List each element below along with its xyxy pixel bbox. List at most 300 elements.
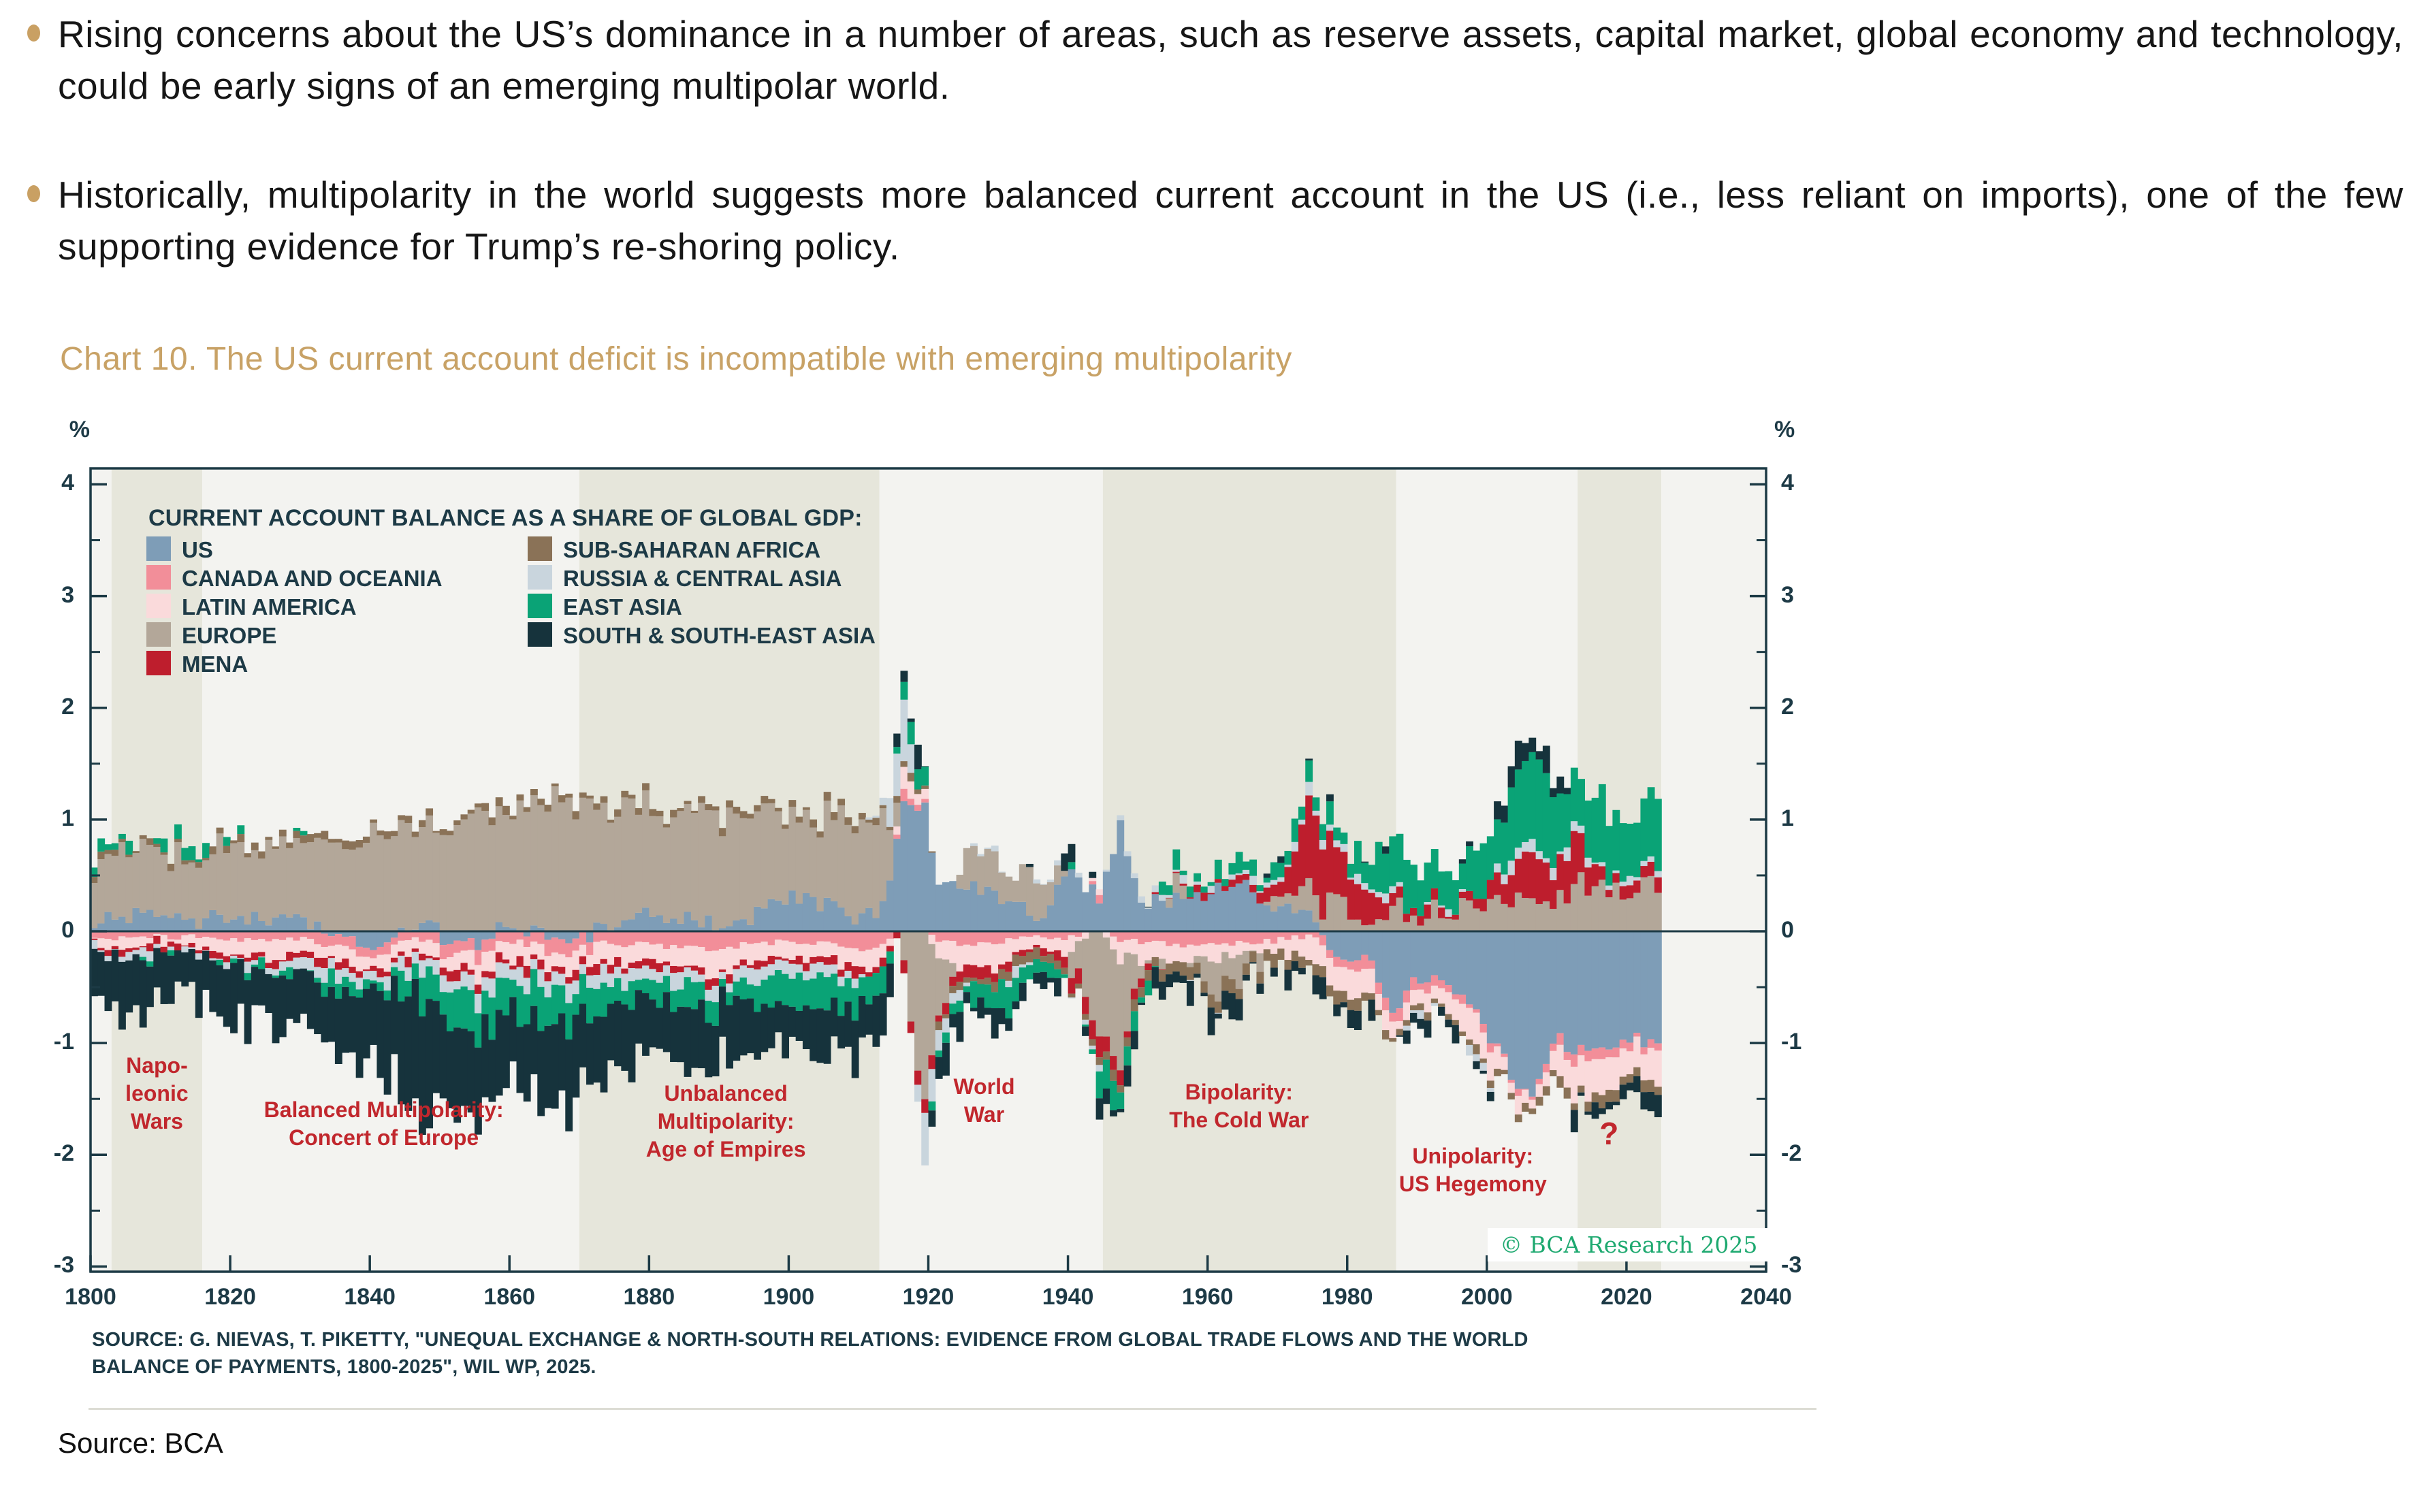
bar-segment (1249, 950, 1257, 951)
bar-segment (601, 924, 608, 931)
bar-segment (1592, 863, 1599, 864)
bar-segment (279, 961, 287, 970)
bar-segment (286, 979, 293, 1018)
bar-segment (1431, 1003, 1439, 1006)
bar-segment (1124, 1031, 1132, 1038)
bar-segment (1292, 951, 1299, 961)
bar-segment (1648, 1048, 1655, 1080)
bar-segment (1543, 773, 1550, 858)
bar-segment (524, 807, 531, 812)
bar-segment (1012, 881, 1020, 902)
bar-segment (328, 839, 336, 843)
bar-segment (1256, 944, 1264, 953)
bar-segment (1256, 972, 1264, 984)
bar-segment (747, 965, 754, 968)
bar-segment (893, 734, 901, 747)
bar-segment (404, 997, 412, 1111)
bar-segment (140, 835, 147, 839)
bar-segment (1459, 995, 1467, 1004)
bar-segment (900, 682, 908, 700)
bar-segment (1368, 999, 1376, 1020)
bar-segment (949, 1014, 957, 1028)
bar-segment (635, 961, 643, 969)
bar-segment (1047, 931, 1055, 939)
bar-segment (865, 972, 873, 976)
bar-segment (726, 1005, 733, 1068)
bar-segment (935, 1016, 943, 1022)
bar-segment (509, 980, 517, 997)
bar-segment (1033, 973, 1040, 984)
bar-segment (712, 810, 720, 930)
bar-segment (719, 828, 726, 836)
bar-segment (1305, 910, 1313, 931)
bar-segment (984, 942, 992, 965)
bar-segment (788, 1007, 796, 1037)
bar-segment (237, 825, 244, 834)
bar-segment (705, 1023, 712, 1077)
bar-segment (642, 783, 650, 790)
bar-segment (760, 961, 768, 967)
bar-segment (293, 958, 300, 969)
bar-segment (977, 895, 984, 931)
bar-segment (167, 947, 175, 950)
period-annotation-line: Unipolarity: (1412, 1143, 1534, 1168)
bar-segment (852, 833, 859, 924)
bar-segment (202, 946, 210, 950)
bar-segment (1410, 908, 1418, 916)
y-axis-label-right: 0 (1781, 917, 1794, 943)
bar-segment (865, 818, 873, 820)
bar-segment (1403, 1031, 1411, 1044)
bar-segment (1054, 969, 1061, 978)
bar-segment (949, 931, 957, 941)
bar-segment (831, 974, 838, 997)
bar-segment (914, 805, 922, 811)
bar-segment (398, 931, 405, 941)
bar-segment (573, 994, 580, 1014)
bar-segment (1424, 982, 1432, 993)
bar-segment (1473, 899, 1480, 908)
bar-segment (363, 837, 370, 843)
bar-segment (1208, 882, 1215, 886)
bar-segment (747, 931, 754, 944)
bar-segment (349, 982, 356, 996)
period-annotation-line: Age of Empires (645, 1136, 806, 1161)
bar-segment (1061, 974, 1068, 978)
bar-segment (279, 830, 287, 837)
bar-segment (307, 971, 315, 1029)
bar-segment (1131, 873, 1138, 878)
bar-segment (321, 947, 328, 958)
bar-segment (628, 799, 636, 919)
bar-segment (558, 803, 566, 931)
bar-segment (1061, 871, 1068, 876)
bar-segment (788, 800, 796, 807)
bar-segment (998, 944, 1006, 964)
bar-segment (914, 794, 922, 805)
y-axis-label-left: 1 (61, 805, 74, 831)
bar-segment (1508, 907, 1516, 931)
bar-segment (984, 887, 992, 931)
bar-segment (977, 856, 984, 895)
bar-segment (1340, 967, 1347, 991)
bar-segment (1243, 963, 1250, 975)
bar-segment (1633, 1067, 1641, 1076)
bar-segment (886, 939, 894, 946)
y-axis-label-left: 4 (61, 470, 74, 496)
bar-segment (824, 977, 831, 1010)
bar-segment (356, 956, 364, 971)
bar-segment (1543, 863, 1550, 901)
bar-segment (1605, 1102, 1613, 1110)
bar-segment (726, 801, 733, 808)
bar-segment (112, 843, 119, 850)
legend-label: MENA (182, 652, 249, 677)
bar-segment (1620, 823, 1627, 882)
bar-segment (1584, 931, 1592, 1051)
bar-segment (677, 967, 684, 973)
bar-segment (1319, 977, 1327, 999)
bar-segment (824, 1010, 831, 1064)
bar-segment (1131, 988, 1138, 999)
bar-segment (865, 977, 873, 1005)
bar-segment (1466, 1045, 1473, 1056)
bar-segment (565, 944, 573, 958)
bar-segment (698, 796, 705, 803)
bar-segment (167, 931, 175, 939)
bar-segment (726, 931, 733, 947)
bar-segment (998, 965, 1006, 969)
bar-segment (1445, 871, 1452, 910)
bar-segment (691, 971, 699, 982)
bar-segment (460, 820, 468, 931)
x-axis-label: 1940 (1042, 1284, 1094, 1310)
bar-segment (1452, 1020, 1460, 1025)
bar-segment (1124, 940, 1132, 953)
bar-segment (1578, 1093, 1585, 1096)
bar-segment (733, 982, 740, 996)
bar-segment (530, 789, 538, 795)
bar-segment (1194, 892, 1201, 931)
bar-segment (1264, 873, 1271, 878)
bar-segment (977, 942, 984, 967)
bar-segment (488, 997, 496, 1040)
bar-segment (872, 825, 880, 918)
bar-segment (614, 946, 622, 957)
bar-segment (1550, 788, 1557, 797)
bar-segment (244, 857, 252, 924)
period-annotation-line: Wars (130, 1108, 183, 1133)
bar-segment (844, 916, 852, 931)
bar-segment (174, 913, 182, 931)
bar-segment (1654, 931, 1662, 1044)
bar-segment (1473, 1044, 1480, 1055)
bar-segment (1256, 931, 1264, 944)
bar-segment (1221, 931, 1229, 944)
bar-segment (195, 862, 203, 868)
bar-segment (712, 1026, 720, 1076)
bar-segment (1648, 1039, 1655, 1048)
bar-segment (712, 986, 720, 1002)
bar-segment (1556, 931, 1564, 1033)
bar-segment (481, 991, 489, 1014)
bar-segment (908, 782, 915, 799)
bar-segment (957, 971, 964, 982)
bar-segment (1627, 885, 1634, 898)
bar-segment (573, 950, 580, 969)
legend-swatch (146, 651, 171, 675)
bar-segment (279, 976, 287, 1037)
bar-segment (432, 922, 440, 931)
bar-segment (237, 954, 244, 958)
bar-segment (1528, 738, 1536, 752)
period-annotation-line: ? (1599, 1115, 1619, 1151)
bar-segment (1452, 920, 1460, 931)
bar-segment (1599, 866, 1606, 880)
bar-segment (453, 953, 461, 970)
bar-segment (1033, 880, 1040, 884)
bar-segment (579, 945, 587, 956)
bar-segment (586, 988, 594, 1023)
bar-segment (1131, 931, 1138, 939)
bar-segment (1131, 999, 1138, 1011)
bar-segment (272, 918, 280, 931)
bar-segment (810, 979, 817, 1010)
bar-segment (1515, 892, 1522, 931)
bar-segment (1396, 834, 1404, 882)
bar-segment (649, 959, 656, 969)
bar-segment (977, 984, 984, 997)
bar-segment (265, 974, 272, 1013)
bar-segment (1089, 1039, 1096, 1045)
bar-segment (426, 920, 433, 931)
bar-segment (1221, 952, 1229, 976)
bar-segment (468, 990, 475, 1031)
bar-segment (1075, 941, 1083, 968)
bar-segment (1640, 799, 1648, 861)
bar-segment (998, 904, 1006, 931)
bar-segment (105, 961, 112, 1011)
bar-segment (370, 823, 377, 931)
bar-segment (1152, 892, 1159, 894)
bar-segment (453, 931, 461, 941)
bar-segment (935, 1057, 943, 1079)
bar-segment (1144, 981, 1152, 996)
bar-segment (447, 944, 454, 957)
bar-segment (1019, 950, 1027, 956)
bar-segment (1410, 990, 1418, 1005)
bar-segment (118, 956, 126, 961)
bar-segment (1082, 892, 1089, 931)
bar-segment (1194, 946, 1201, 956)
bar-segment (1194, 956, 1201, 963)
bar-segment (684, 912, 692, 931)
bar-segment (929, 935, 936, 944)
bar-segment (900, 761, 908, 767)
bar-segment (593, 975, 601, 989)
bar-segment (1033, 935, 1040, 945)
bar-segment (481, 931, 489, 939)
bar-segment (1466, 891, 1473, 901)
bar-segment (293, 828, 300, 831)
bar-segment (796, 944, 803, 956)
bar-segment (893, 839, 901, 931)
bar-segment (558, 954, 566, 967)
bar-segment (1194, 963, 1201, 974)
bar-segment (1228, 875, 1236, 880)
bar-segment (949, 977, 957, 986)
bar-segment (1103, 870, 1110, 872)
bar-segment (1333, 847, 1341, 894)
bar-segment (1648, 787, 1655, 856)
bar-segment (1403, 922, 1411, 931)
bar-segment (1556, 854, 1564, 890)
bar-segment (1089, 872, 1096, 878)
bar-segment (760, 908, 768, 931)
bar-segment (1124, 931, 1132, 940)
bar-segment (810, 828, 817, 897)
bar-segment (656, 963, 664, 972)
bar-segment (984, 978, 992, 984)
bar-segment (1620, 882, 1627, 886)
bar-segment (977, 980, 984, 984)
bar-segment (453, 989, 461, 1027)
bar-segment (740, 999, 748, 1055)
bar-segment (293, 953, 300, 958)
bar-segment (1061, 957, 1068, 968)
bar-segment (1640, 1055, 1648, 1080)
x-axis-label: 1840 (344, 1284, 396, 1310)
bar-segment (831, 997, 838, 1036)
bar-segment (803, 931, 810, 944)
bar-segment (768, 799, 775, 803)
bar-segment (663, 931, 671, 949)
bar-segment (1466, 1040, 1473, 1045)
bar-segment (1292, 913, 1299, 931)
bar-segment (1403, 931, 1411, 991)
x-axis-label: 2000 (1461, 1284, 1513, 1310)
period-annotation-line: Concert of Europe (289, 1125, 479, 1151)
bar-segment (970, 846, 978, 882)
bar-segment (908, 805, 915, 931)
bar-segment (635, 913, 643, 931)
bar-segment (1166, 885, 1173, 895)
bar-segment (1144, 960, 1152, 963)
bar-segment (852, 988, 859, 1020)
bar-segment (1368, 893, 1376, 925)
bar-segment (293, 914, 300, 931)
bar-segment (1612, 883, 1620, 931)
bar-segment (852, 979, 859, 988)
bar-segment (1648, 862, 1655, 876)
bar-segment (1480, 1024, 1488, 1033)
bar-segment (112, 940, 119, 946)
bar-segment (998, 871, 1006, 872)
bar-segment (719, 836, 726, 928)
bar-segment (1298, 956, 1306, 968)
bar-segment (1040, 948, 1048, 956)
bar-segment (1124, 856, 1132, 931)
bar-segment (670, 931, 677, 945)
bar-segment (265, 942, 272, 963)
bar-segment (684, 966, 692, 967)
bar-segment (1005, 962, 1012, 972)
bar-segment (1640, 1080, 1648, 1092)
bar-segment (1103, 1089, 1110, 1104)
bar-segment (293, 969, 300, 1023)
bar-segment (551, 1024, 559, 1108)
bar-segment (1312, 895, 1319, 922)
bar-segment (1528, 752, 1536, 839)
bar-segment (475, 994, 482, 1013)
bar-segment (321, 933, 328, 947)
bar-segment (223, 969, 231, 1027)
legend-label: LATIN AMERICA (182, 594, 357, 620)
bar-segment (1612, 931, 1620, 1048)
bar-segment (1026, 867, 1034, 916)
bar-segment (621, 947, 628, 968)
bar-segment (1159, 882, 1166, 895)
bar-segment (1528, 1108, 1536, 1114)
bar-segment (1292, 935, 1299, 951)
bar-segment (1228, 863, 1236, 875)
bar-segment (1326, 831, 1334, 892)
bar-segment (1515, 1089, 1522, 1096)
bar-segment (265, 963, 272, 968)
bar-segment (558, 939, 566, 954)
bar-segment (1208, 886, 1215, 892)
bar-segment (223, 853, 231, 922)
bar-segment (112, 931, 119, 940)
bar-segment (649, 944, 656, 959)
bar-segment (1584, 867, 1592, 895)
bar-segment (1040, 956, 1048, 962)
bar-segment (796, 904, 803, 931)
bar-segment (844, 825, 852, 916)
bar-segment (1124, 1065, 1132, 1087)
bar-segment (963, 945, 971, 965)
bar-segment (628, 963, 636, 968)
bar-segment (1612, 871, 1620, 873)
bar-segment (1543, 745, 1550, 773)
bar-segment (286, 843, 293, 848)
bar-segment (1172, 944, 1180, 961)
bar-segment (859, 996, 866, 1038)
bar-segment (747, 999, 754, 1053)
bar-segment (1298, 931, 1306, 939)
bar-segment (1340, 833, 1347, 844)
bar-segment (810, 931, 817, 945)
bar-segment (537, 799, 545, 805)
bar-segment (1138, 897, 1145, 903)
bar-segment (984, 848, 992, 849)
bar-segment (517, 967, 524, 986)
bar-segment (1417, 990, 1424, 1003)
bar-segment (1264, 902, 1271, 905)
bar-segment (1633, 880, 1641, 892)
bar-segment (768, 945, 775, 956)
bar-segment (1396, 1021, 1404, 1029)
bar-segment (1228, 979, 1236, 993)
bar-segment (398, 815, 405, 820)
bar-segment (1333, 967, 1341, 991)
bar-segment (1284, 903, 1292, 931)
bar-segment (1096, 895, 1104, 903)
bar-segment (831, 901, 838, 931)
bar-segment (1592, 1093, 1599, 1103)
bar-segment (816, 931, 824, 942)
bar-segment (1068, 997, 1076, 998)
